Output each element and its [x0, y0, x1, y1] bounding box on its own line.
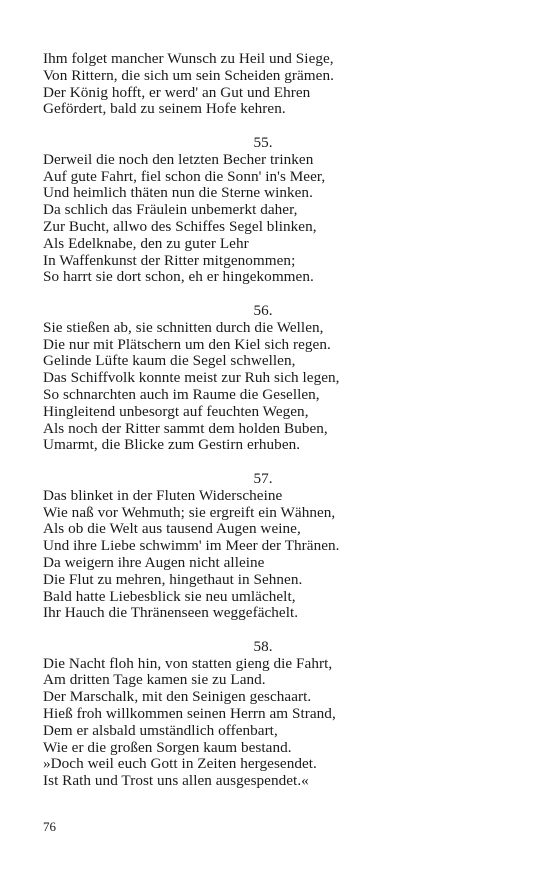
verse-line: Als ob die Welt aus tausend Augen weine,: [43, 520, 301, 538]
verse-line: Als Edelknabe, den zu guter Lehr: [43, 234, 249, 252]
verse-line: So schnarchten auch im Raume die Gesellen,: [43, 385, 320, 403]
verse-line: Ihr Hauch die Thränenseen weggefächelt.: [43, 604, 299, 622]
verse-line: Und ihre Liebe schwimm' im Meer der Thränen.: [43, 537, 340, 555]
verse-line: Und heimlich thäten nun die Sterne winken.: [43, 184, 313, 202]
verse-line: Dem er alsbald umständlich offenbart,: [43, 721, 278, 739]
verse-line: Als noch der Ritter sammt dem holden Buben,: [43, 419, 328, 437]
verse-line: Wie naß vor Wehmuth; sie ergreift ein Wähnen,: [43, 503, 336, 521]
verse-line: Die Nacht floh hin, von statten gieng die Fahrt,: [43, 654, 333, 672]
verse-line: Die nur mit Plätschern um den Kiel sich regen.: [43, 335, 331, 353]
verse-line: Da weigern ihre Augen nicht alleine: [43, 553, 265, 571]
stanza-58: [43, 639, 483, 790]
stanza-number: 58.: [253, 637, 273, 655]
verse-line: In Waffenkunst der Ritter mitgenommen;: [43, 251, 296, 269]
stanza-number: 57.: [253, 469, 273, 487]
verse-line: Bald hatte Liebesblick sie neu umlächelt,: [43, 587, 296, 605]
verse-line: Wie er die großen Sorgen kaum bestand.: [43, 738, 292, 756]
verse-line: Das blinket in der Fluten Widerscheine: [43, 486, 283, 504]
verse-line: Ist Rath und Trost uns allen ausgespendet.«: [43, 772, 309, 790]
verse-line: Da schlich das Fräulein unbemerkt daher,: [43, 201, 298, 219]
stanza-continuation: [43, 51, 483, 118]
page-number: 76: [43, 819, 56, 834]
stanza-number: 56.: [253, 301, 273, 319]
verse-line: Derweil die noch den letzten Becher trinken: [43, 150, 314, 168]
verse-line: Von Rittern, die sich um sein Scheiden grämen.: [43, 66, 334, 84]
stanza-number: 55.: [253, 133, 273, 151]
verse-line: Gelinde Lüfte kaum die Segel schwellen,: [43, 352, 296, 370]
verse-line: So harrt sie dort schon, eh er hingekommen.: [43, 268, 314, 286]
stanza-55: [43, 135, 483, 286]
verse-line: Das Schiffvolk konnte meist zur Ruh sich legen,: [43, 369, 340, 387]
verse-line: Der König hofft, er werd' an Gut und Ehren: [43, 83, 311, 101]
verse-line: Die Flut zu mehren, hingethaut in Sehnen.: [43, 570, 303, 588]
verse-line: Sie stießen ab, sie schnitten durch die Wellen,: [43, 318, 324, 336]
verse-line: »Doch weil euch Gott in Zeiten hergesendet.: [43, 755, 317, 773]
verse-line: Auf gute Fahrt, fiel schon die Sonn' in's Meer,: [43, 167, 326, 185]
verse-line: Ihm folget mancher Wunsch zu Heil und Siege,: [43, 50, 334, 67]
verse-line: Umarmt, die Blicke zum Gestirn erhuben.: [43, 436, 301, 454]
verse-line: Gefördert, bald zu seinem Hofe kehren.: [43, 100, 286, 118]
poem-page: [43, 51, 483, 790]
stanza-57: [43, 471, 483, 622]
verse-line: Hieß froh willkommen seinen Herrn am Strand,: [43, 705, 336, 723]
verse-line: Der Marschalk, mit den Seinigen geschaart.: [43, 688, 312, 706]
verse-line: Zur Bucht, allwo des Schiffes Segel blinken,: [43, 217, 317, 235]
verse-line: Hingleitend unbesorgt auf feuchten Wegen,: [43, 402, 309, 420]
stanza-56: [43, 303, 483, 454]
verse-line: Am dritten Tage kamen sie zu Land.: [43, 671, 266, 689]
